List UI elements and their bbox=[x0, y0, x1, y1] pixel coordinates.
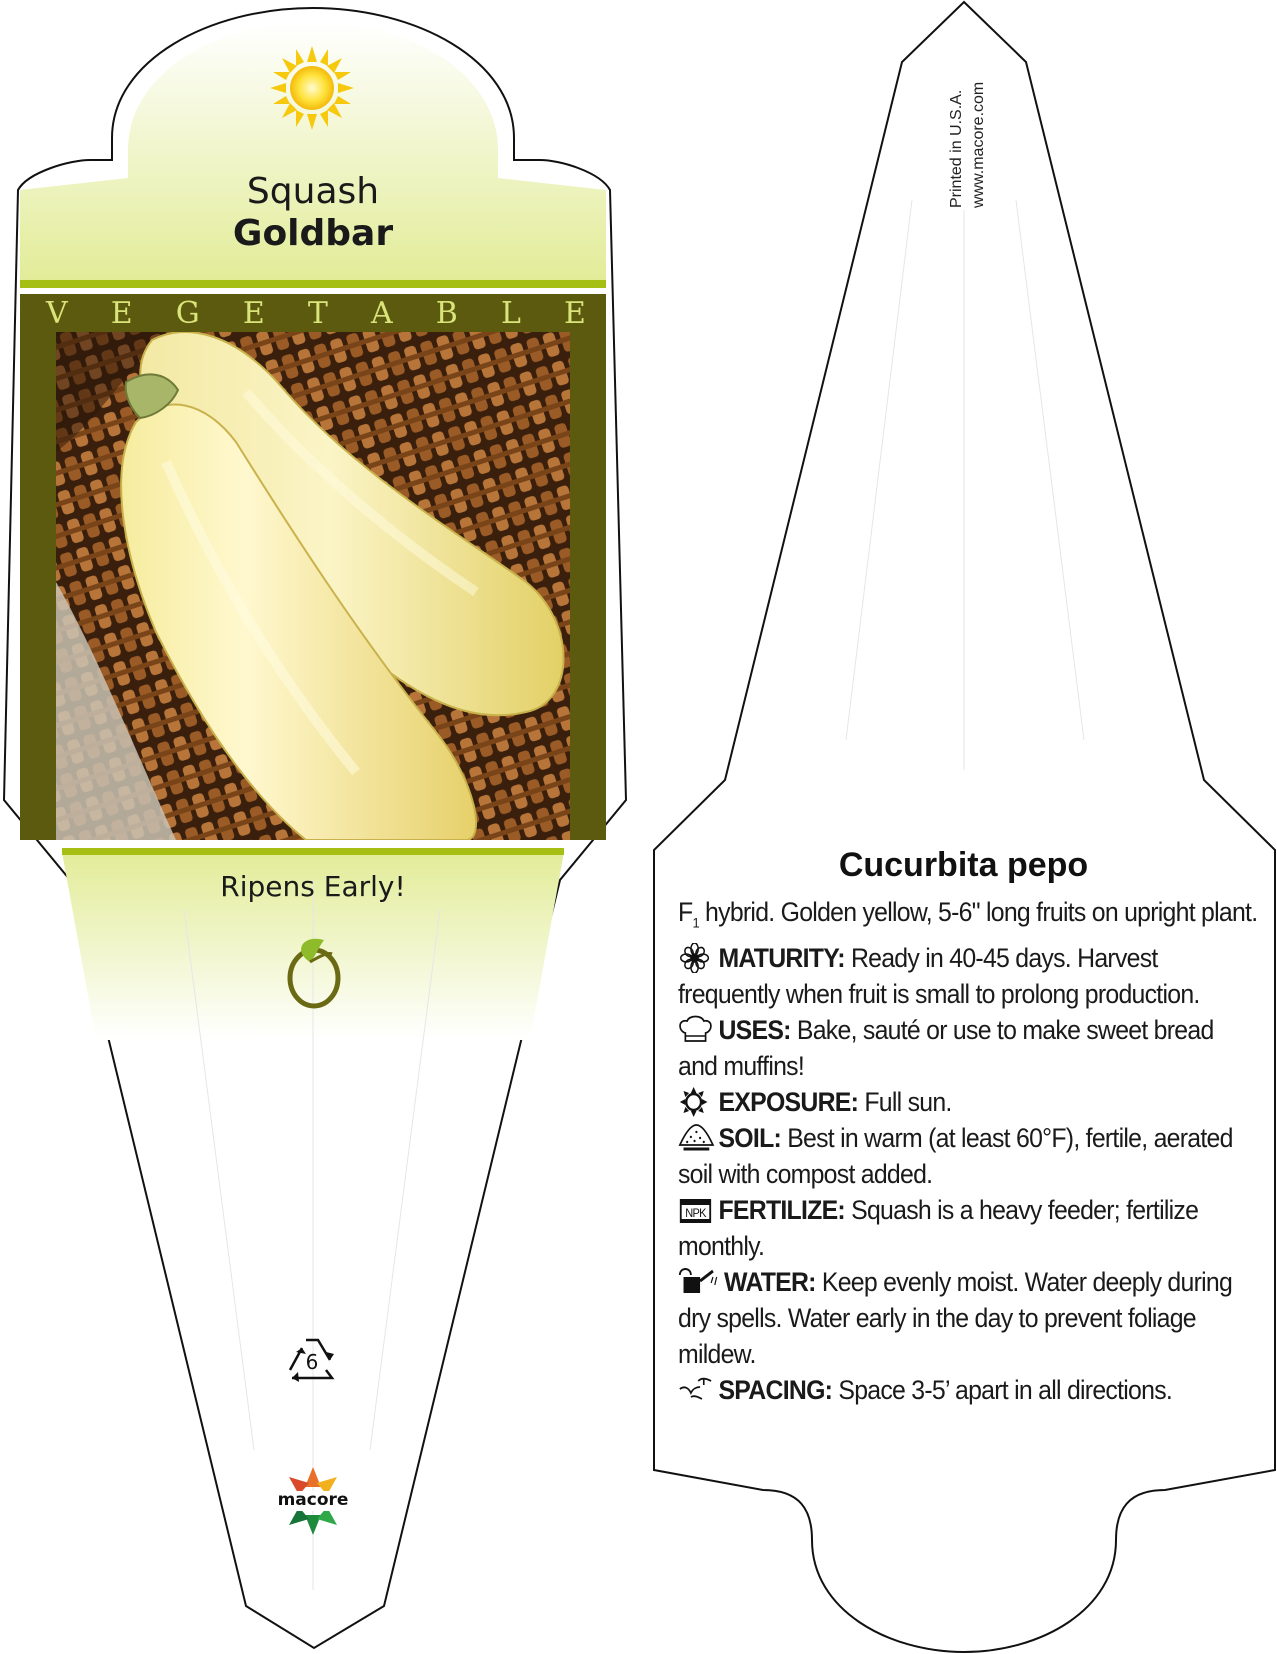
sun-outline-icon bbox=[678, 1087, 715, 1117]
spacing-icon bbox=[678, 1375, 715, 1405]
category-letter: A bbox=[371, 296, 393, 331]
category-label bbox=[46, 296, 586, 331]
header-rule bbox=[20, 280, 606, 288]
product-photo bbox=[56, 332, 570, 840]
exposure-row: EXPOSURE: Full sun. bbox=[678, 1084, 1258, 1120]
watering-can-icon bbox=[678, 1267, 720, 1297]
category-letter: L bbox=[500, 296, 521, 331]
variety-name: Goldbar bbox=[232, 213, 394, 254]
printed-in: Printed in U.S.A. bbox=[948, 89, 965, 208]
svg-text:NPK: NPK bbox=[685, 1208, 706, 1221]
common-name: Squash bbox=[246, 171, 380, 212]
tagline: Ripens Early! bbox=[220, 870, 406, 903]
back-tag bbox=[650, 0, 1277, 1654]
uses-row: USES: Bake, sauté or use to make sweet bread and muffins! bbox=[678, 1015, 1214, 1082]
water-row: WATER: Keep evenly moist. Water deeply during dry spells. Water early in the day to prevent foliage mildew. bbox=[678, 1267, 1233, 1370]
print-credit bbox=[946, 8, 990, 208]
soil-icon bbox=[678, 1123, 715, 1153]
category-letter: E bbox=[242, 296, 265, 331]
brand-name: macore bbox=[277, 1490, 349, 1510]
category-letter: E bbox=[563, 296, 586, 331]
macore-logo bbox=[268, 1466, 358, 1536]
category-letter: B bbox=[435, 296, 458, 331]
intro-paragraph: $F_1$ hybrid. Golden yellow, 5-6" long fruits on upright plant. bbox=[678, 897, 1258, 931]
category-letter: V bbox=[46, 296, 68, 331]
category-letter: G bbox=[175, 296, 200, 331]
sun-icon bbox=[270, 46, 354, 130]
spacing-row: SPACING: Space 3-5’ apart in all directions. bbox=[678, 1372, 1258, 1408]
care-description bbox=[678, 894, 1258, 1408]
npk-icon bbox=[678, 1195, 715, 1225]
fertilize-row: NPK FERTILIZE: Squash is a heavy feeder; fertilize monthly. bbox=[678, 1195, 1199, 1262]
website: www.macore.com bbox=[970, 81, 987, 208]
lower-rule bbox=[62, 848, 564, 855]
recycle-icon bbox=[286, 1334, 338, 1382]
chef-hat-icon bbox=[678, 1015, 715, 1045]
flower-icon bbox=[678, 943, 715, 973]
soil-row: SOIL: Best in warm (at least 60°F), fertile, aerated soil with compost added. bbox=[678, 1123, 1233, 1190]
category-letter: E bbox=[110, 296, 133, 331]
scientific-name: Cucurbita pepo bbox=[838, 846, 1089, 884]
category-letter: T bbox=[307, 296, 328, 331]
maturity-row: MATURITY: Ready in 40-45 days. Harvest frequently when fruit is small to prolong production. bbox=[678, 943, 1200, 1010]
recycle-number: 6 bbox=[305, 1350, 319, 1374]
